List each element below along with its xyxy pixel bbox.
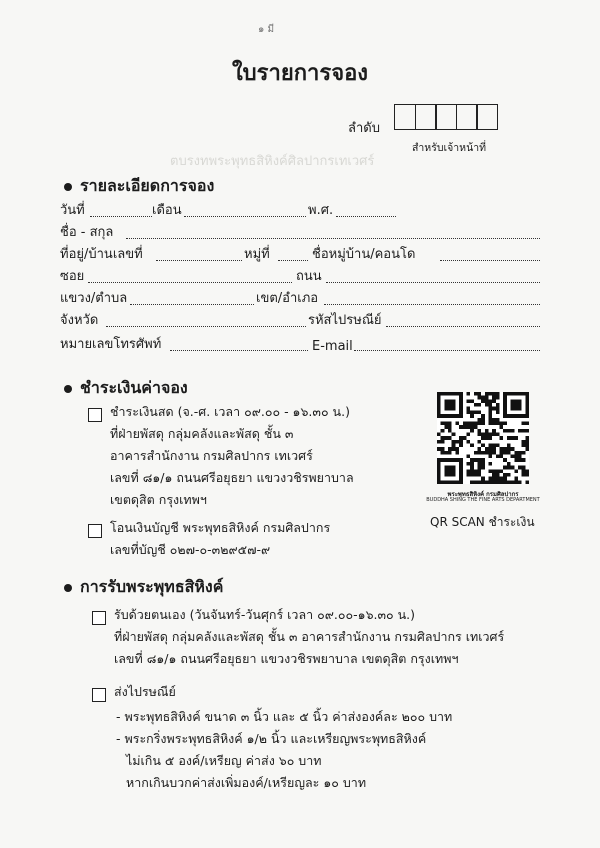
sequence-label: ลำดับ	[348, 121, 380, 136]
name-field[interactable]	[126, 238, 540, 239]
transfer-payment-text	[110, 517, 330, 561]
village-label: ชื่อหมู่บ้าน/คอนโด	[312, 247, 416, 262]
cash-line: เขตดุสิต กรุงเทพฯ	[110, 492, 207, 507]
province-label: จังหวัด	[60, 313, 99, 328]
self-pickup-line: ที่ฝ่ายพัสดุ กลุ่มคลังและพัสดุ ชั้น ๓ อาคารสำนักงาน กรมศิลปากร เทเวศร์	[114, 629, 505, 644]
post-line: - พระกริ่งพระพุทธสิหิงค์ ๑/๒ นิ้ว และเหรียญพระพุทธสิหิงค์	[116, 731, 427, 746]
bullet-icon	[64, 584, 72, 592]
moo-label: หมู่ที่	[244, 247, 270, 262]
self-pickup-line: เลขที่ ๘๑/๑ ถนนศรีอยุธยา แขวงวชิรพยาบาล เขตดุสิต กรุงเทพฯ	[114, 651, 459, 666]
post-line: ไม่เกิน ๕ องค์/เหรียญ ค่าส่ง ๖๐ บาท	[126, 753, 322, 768]
email-field[interactable]	[354, 350, 540, 351]
postcode-label: รหัสไปรษณีย์	[308, 313, 382, 328]
phone-label: หมายเลขโทรศัพท์	[60, 337, 162, 352]
soi-field[interactable]	[88, 282, 292, 283]
village-field[interactable]	[440, 260, 540, 261]
date-row	[60, 200, 550, 222]
self-pickup-checkbox[interactable]	[92, 611, 106, 625]
province-row	[60, 310, 550, 332]
bullet-icon	[64, 183, 72, 191]
sequence-digit-box[interactable]	[435, 104, 457, 130]
post-delivery-checkbox[interactable]	[92, 688, 106, 702]
payment-heading	[64, 376, 188, 401]
road-label: ถนน	[296, 269, 322, 284]
name-label: ชื่อ - สกุล	[60, 225, 114, 240]
ghost-text: ตบรงทพระพุทธสิหิงค์ศิลปากรเทเวศร์	[170, 154, 375, 169]
cash-line: อาคารสำนักงาน กรมศิลปากร เทเวศร์	[110, 448, 313, 463]
qr-caption: พระพุทธสิหิงค์ กรมศิลปากร	[447, 491, 519, 498]
day-field[interactable]	[90, 216, 152, 217]
month-field[interactable]	[184, 216, 306, 217]
cash-payment-checkbox[interactable]	[88, 408, 102, 422]
road-field[interactable]	[326, 282, 540, 283]
self-pickup-line: รับด้วยตนเอง (วันจันทร์-วันศุกร์ เวลา ๐๙.๐๐-๑๖.๓๐ น.)	[114, 607, 416, 622]
post-line: - พระพุทธสิหิงค์ ขนาด ๓ นิ้ว และ ๕ นิ้ว ค่าส่งองค์ละ ๒๐๐ บาท	[116, 709, 453, 724]
phone-field[interactable]	[170, 350, 308, 351]
receive-heading-text: การรับพระพุทธสิหิงค์	[80, 577, 224, 596]
transfer-line: โอนเงินบัญชี พระพุทธสิหิงค์ กรมศิลปากร	[110, 520, 331, 535]
self-pickup-text	[114, 604, 504, 670]
address-no-label: ที่อยู่/บ้านเลขที่	[60, 247, 143, 262]
cash-line: ที่ฝ่ายพัสดุ กลุ่มคลังและพัสดุ ชั้น ๓	[110, 426, 294, 441]
sequence-digit-box[interactable]	[476, 104, 498, 130]
post-delivery-details	[116, 706, 452, 794]
qr-scan-label: QR SCAN ชำระเงิน	[430, 515, 535, 529]
email-label: E-mail	[312, 339, 353, 354]
sequence-number-boxes[interactable]	[394, 104, 497, 130]
day-label: วันที่	[60, 203, 85, 218]
bullet-icon	[64, 385, 72, 393]
transfer-payment-checkbox[interactable]	[88, 524, 102, 538]
payment-qr-code-icon[interactable]	[437, 392, 529, 484]
page-title: ใบรายการจอง	[231, 61, 369, 86]
name-row	[60, 222, 550, 244]
qr-caption-english: BUDDHA SHING THE FINE ARTS DEPARTMENT	[426, 497, 540, 503]
address-row	[60, 244, 550, 266]
month-label: เดือน	[152, 203, 182, 218]
booking-details-heading-text: รายละเอียดการจอง	[80, 176, 215, 195]
soi-label: ซอย	[60, 269, 85, 284]
moo-field[interactable]	[278, 260, 308, 261]
address-no-field[interactable]	[156, 260, 242, 261]
staff-only-note: สำหรับเจ้าหน้าที่	[412, 142, 487, 154]
postcode-field[interactable]	[386, 326, 540, 327]
cash-payment-text	[110, 401, 354, 511]
sequence-digit-box[interactable]	[456, 104, 478, 130]
top-mark: ๑ มี	[258, 24, 275, 35]
district-label: เขต/อำเภอ	[256, 291, 319, 306]
receive-heading	[64, 575, 223, 600]
year-field[interactable]	[336, 216, 396, 217]
year-label: พ.ศ.	[308, 203, 334, 218]
province-field[interactable]	[106, 326, 306, 327]
contact-row	[60, 334, 550, 356]
post-delivery-label: ส่งไปรษณีย์	[114, 684, 176, 699]
district-field[interactable]	[324, 304, 540, 305]
booking-details-heading	[64, 174, 214, 199]
transfer-line: เลขที่บัญชี ๐๒๗-๐-๓๒๙๕๗-๙	[110, 542, 271, 557]
subdistrict-field[interactable]	[130, 304, 254, 305]
soi-road-row	[60, 266, 550, 288]
sequence-digit-box[interactable]	[415, 104, 437, 130]
cash-line: เลขที่ ๘๑/๑ ถนนศรีอยุธยา แขวงวชิรพยาบาล	[110, 470, 354, 485]
subdistrict-row	[60, 288, 550, 310]
payment-heading-text: ชำระเงินค่าจอง	[80, 378, 188, 397]
cash-line: ชำระเงินสด (จ.-ศ. เวลา ๐๙.๐๐ - ๑๖.๓๐ น.)	[110, 404, 350, 419]
post-line: หากเกินบวกค่าส่งเพิ่มองค์/เหรียญละ ๑๐ บาท	[126, 775, 367, 790]
sequence-digit-box[interactable]	[394, 104, 416, 130]
subdistrict-label: แขวง/ตำบล	[60, 291, 128, 306]
